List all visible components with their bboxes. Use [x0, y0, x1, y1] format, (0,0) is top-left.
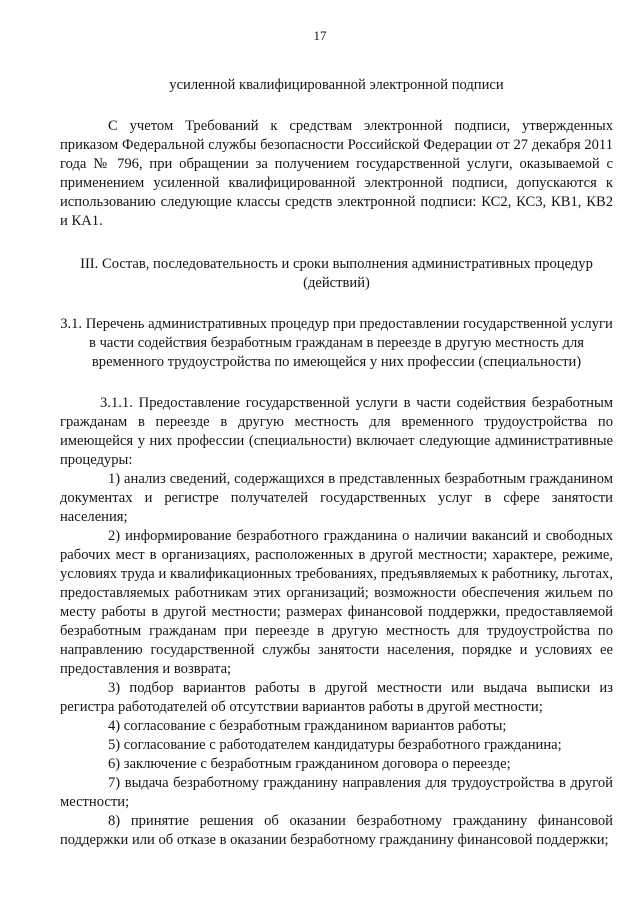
- list-item: 7) выдача безработному гражданину направления для трудоустройства в другой местности;: [60, 775, 613, 810]
- list-item: 2) информирование безработного гражданина о наличии вакансий и свободных рабочих мест в организациях, расположенных в другой местности; характере, режиме, условиях труда и квалификационных требованиях, предъявляемых к работнику, льготах, предоставляемых работникам этих организаций; возможности обеспечения жильем по месту работы в другой местности; размерах финансовой поддержки, предоставляемой безработным гражданам при переезде в другую местность для трудоустройства по направлению государственной службы занятости населения, порядке и условиях ее предоставления и возврата;: [60, 528, 613, 677]
- list-item: 8) принятие решения об оказании безработному гражданину финансовой поддержки или об отказе в оказании безработному гражданину финансовой поддержки;: [60, 813, 613, 848]
- document-body: [60, 76, 613, 850]
- list-item: 1) анализ сведений, содержащихся в представленных безработным гражданином документах и регистре получателей государственных услуг в сфере занятости населения;: [60, 471, 613, 525]
- list-item: 4) согласование с безработным гражданином вариантов работы;: [108, 718, 507, 734]
- page-number: 17: [313, 28, 327, 43]
- list-item: 3) подбор вариантов работы в другой местности или выдача выписки из регистра работодателей об отсутствии вариантов работы в другой местности;: [60, 680, 613, 715]
- continuation-line: усиленной квалифицированной электронной подписи: [169, 77, 504, 93]
- paragraph-requirements: С учетом Требований к средствам электронной подписи, утвержденных приказом Федеральной службы безопасности Российской Федерации от 27 декабря 2011 года № 796, при обращении за получением государственной услуги, оказываемой с применением усиленной квалифицированной электронной подписи, допускаются к использованию следующие классы средств электронной подписи: КС2, КС3, КВ1, КВ2 и КА1.: [60, 118, 613, 229]
- section-heading: III. Состав, последовательность и сроки выполнения административных процедур (действий): [80, 256, 593, 291]
- list-item: 5) согласование с работодателем кандидатуры безработного гражданина;: [108, 737, 562, 753]
- clause-intro: 3.1.1. Предоставление государственной услуги в части содействия безработным гражданам в переезде в другую местность для временного трудоустройства по имеющейся у них профессии (специальности) включает следующие административные процедуры:: [60, 395, 613, 468]
- list-item: 6) заключение с безработным гражданином договора о переезде;: [108, 756, 511, 772]
- subsection-heading: 3.1. Перечень административных процедур при предоставлении государственной услуги в части содействия безработным гражданам в переезде в другую местность для временного трудоустройства по имеющейся у них профессии (специальности): [60, 316, 613, 370]
